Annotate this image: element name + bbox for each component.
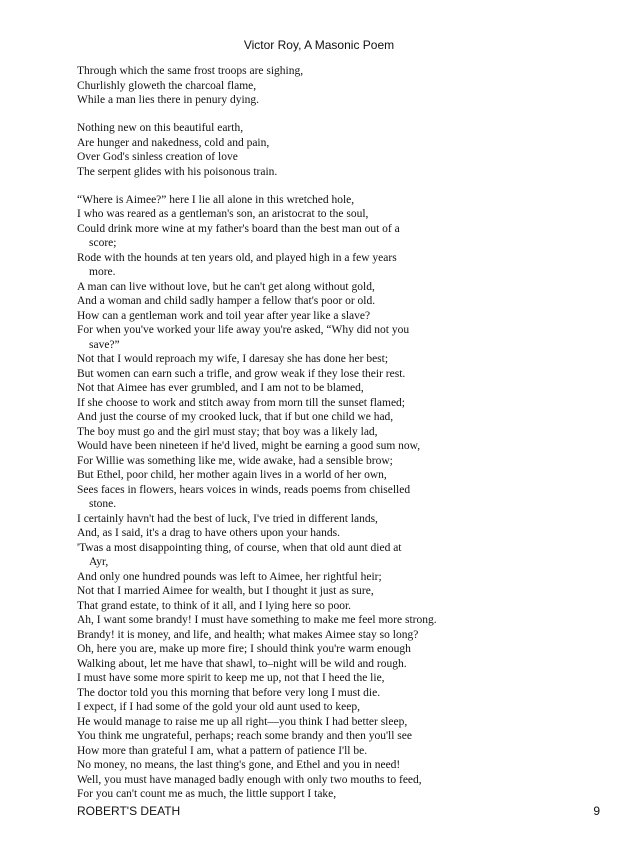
poem-line: Sees faces in flowers, hears voices in winds, reads poems from chiselled bbox=[77, 483, 411, 496]
poem-body bbox=[77, 64, 577, 815]
poem-line: Not that I married Aimee for wealth, but I thought it just as sure, bbox=[77, 585, 374, 597]
poem-line: While a man lies there in penury dying. bbox=[77, 94, 260, 106]
poem-line: I certainly havn't had the best of luck, I've tried in different lands, bbox=[77, 512, 378, 525]
poem-line-continuation: score; bbox=[89, 237, 117, 249]
poem-line: For Willie was something like me, wide awake, had a sensible brow; bbox=[77, 454, 393, 467]
poem-line: How more than grateful I am, what a pattern of patience I'll be. bbox=[77, 744, 368, 757]
poem-line: The boy must go and the girl must stay; that boy was a likely lad, bbox=[77, 425, 378, 438]
poem-line: “Where is Aimee?” here I lie all alone in this wretched hole, bbox=[77, 193, 355, 206]
poem-line: A man can live without love, but he can't get along without gold, bbox=[77, 280, 375, 293]
poem-line: And only one hundred pounds was left to Aimee, her rightful heir; bbox=[77, 570, 382, 583]
page-number: 9 bbox=[593, 804, 600, 818]
poem-line-continuation: stone. bbox=[89, 498, 117, 510]
poem-line: Oh, here you are, make up more fire; I should think you're warm enough bbox=[77, 643, 411, 655]
poem-line: How can a gentleman work and toil year after year like a slave? bbox=[77, 309, 371, 322]
poem-line: The doctor told you this morning that before very long I must die. bbox=[77, 686, 381, 699]
poem-line: And just the course of my crooked luck, that if but one child we had, bbox=[77, 411, 394, 423]
poem-line: Over God's sinless creation of love bbox=[77, 151, 238, 163]
poem-line: Nothing new on this beautiful earth, bbox=[77, 122, 244, 134]
poem-line: He would manage to raise me up all right—you think I had better sleep, bbox=[77, 715, 408, 728]
poem-line: Not that I would reproach my wife, I daresay she has done her best; bbox=[77, 353, 389, 365]
poem-line: And, as I said, it's a drag to have others upon your hands. bbox=[77, 527, 341, 539]
poem-line: 'Twas a most disappointing thing, of course, when that old aunt died at bbox=[77, 541, 402, 554]
stanza bbox=[77, 121, 577, 179]
running-header: Victor Roy, A Masonic Poem bbox=[243, 38, 395, 52]
poem-line: For when you've worked your life away you're asked, “Why did not you bbox=[77, 324, 410, 336]
poem-line: Through which the same frost troops are sighing, bbox=[77, 65, 304, 77]
poem-line: That grand estate, to think of it all, and I lying here so poor. bbox=[77, 599, 352, 612]
poem-line: For you can't count me as much, the little support I take, bbox=[77, 788, 337, 800]
poem-line: You think me ungrateful, perhaps; reach some brandy and then you'll see bbox=[77, 730, 412, 742]
poem-line: I expect, if I had some of the gold your old aunt used to keep, bbox=[77, 701, 360, 713]
poem-line: I must have some more spirit to keep me up, not that I heed the lie, bbox=[77, 672, 385, 684]
poem-line: And a woman and child sadly hamper a fellow that's poor or old. bbox=[77, 295, 376, 307]
footer-section-title: ROBERT'S DEATH bbox=[77, 804, 181, 818]
poem-line: But women can earn such a trifle, and grow weak if they lose their rest. bbox=[77, 367, 406, 380]
poem-line: But Ethel, poor child, her mother again lives in a world of her own, bbox=[77, 469, 387, 481]
poem-line: If she choose to work and stitch away from morn till the sunset flamed; bbox=[77, 396, 405, 409]
poem-line: Ah, I want some brandy! I must have something to make me feel more strong. bbox=[77, 614, 437, 626]
poem-line: Churlishly gloweth the charcoal flame, bbox=[77, 79, 257, 92]
poem-line: Brandy! it is money, and life, and health; what makes Aimee stay so long? bbox=[77, 628, 419, 641]
poem-line: I who was reared as a gentleman's son, an aristocrat to the soul, bbox=[77, 208, 369, 220]
poem-line-continuation: more. bbox=[89, 266, 116, 278]
stanza bbox=[77, 64, 577, 108]
poem-line: Would have been nineteen if he'd lived, might be earning a good sum now, bbox=[77, 440, 421, 452]
poem-line: Walking about, let me have that shawl, to–night will be wild and rough. bbox=[77, 657, 407, 670]
poem-line: Are hunger and nakedness, cold and pain, bbox=[77, 136, 270, 149]
poem-line: Rode with the hounds at ten years old, and played high in a few years bbox=[77, 251, 397, 264]
poem-line: Could drink more wine at my father's board than the best man out of a bbox=[77, 222, 400, 235]
poem-line: No money, no means, the last thing's gone, and Ethel and you in need! bbox=[77, 759, 401, 771]
poem-line-continuation: save?” bbox=[89, 338, 120, 351]
stanza bbox=[77, 193, 577, 802]
poem-line: Not that Aimee has ever grumbled, and I am not to be blamed, bbox=[77, 382, 364, 394]
poem-line: Well, you must have managed badly enough with only two mouths to feed, bbox=[77, 773, 422, 786]
poem-line-continuation: Ayr, bbox=[89, 556, 109, 568]
poem-line: The serpent glides with his poisonous train. bbox=[77, 165, 278, 178]
